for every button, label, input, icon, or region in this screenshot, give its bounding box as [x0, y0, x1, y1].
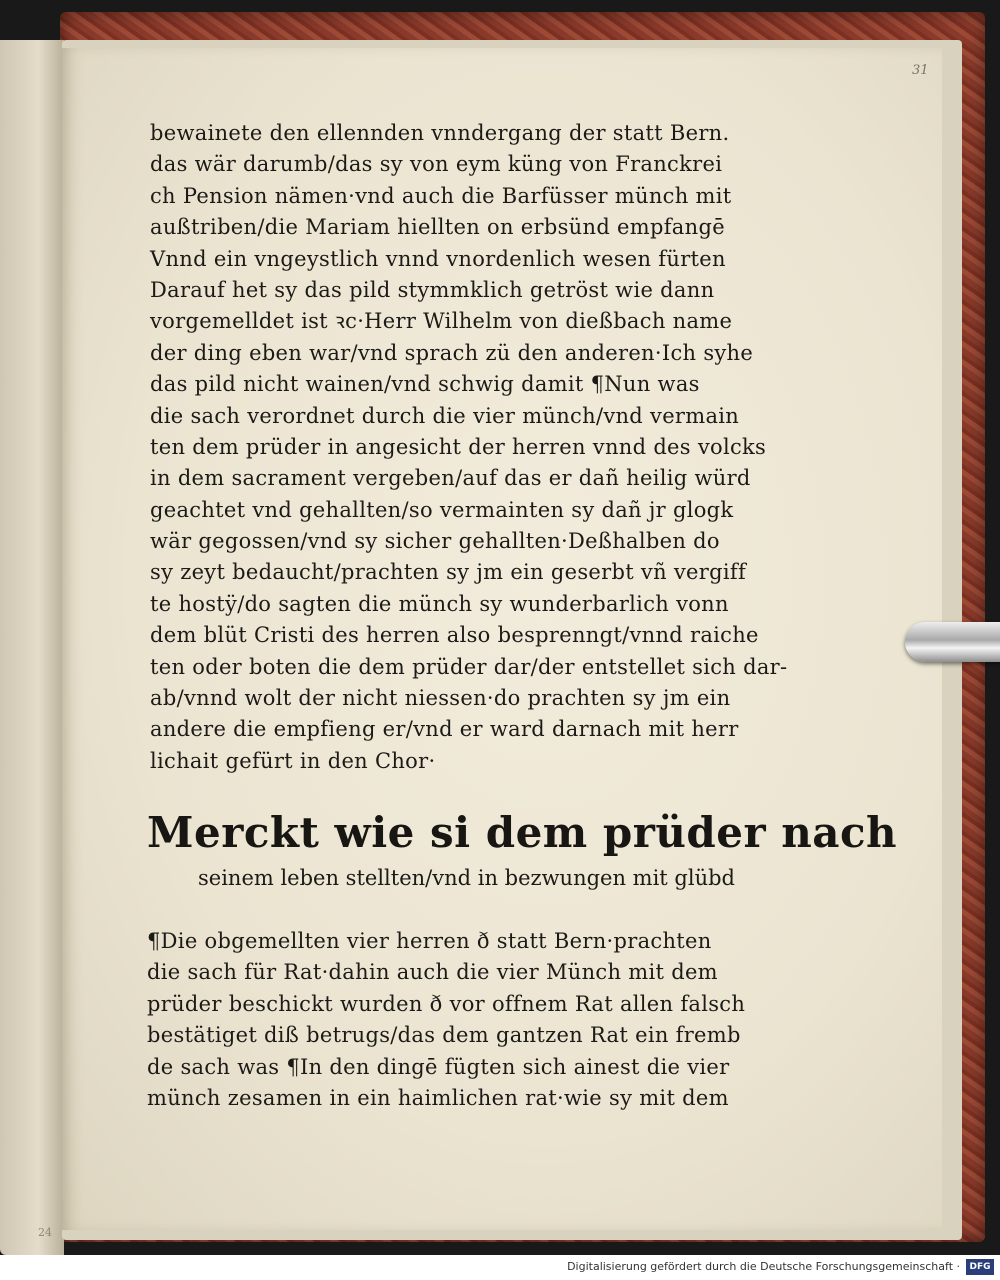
text-line: bewainete den ellennden vnndergang der statt Bern. — [150, 121, 730, 145]
page-clip — [905, 622, 1000, 662]
text-line: ¶Die obgemellten vier herren ð statt Bern·prachten — [147, 929, 712, 953]
text-line: Darauf het sy das pild stymmklich getröst wie dann — [150, 277, 715, 302]
text-line: ch Pension nämen·vnd auch die Barfüsser münch mit — [150, 183, 732, 208]
text-line: de sach was ¶In den dingē fügten sich ainest die vier — [147, 1054, 730, 1079]
text-line: dem blüt Cristi des herren also besprenngt/vnnd raiche — [150, 623, 759, 648]
dfg-logo: DFG — [966, 1259, 994, 1275]
text-line: das wär darumb/das sy von eym küng von Franckrei — [150, 152, 723, 177]
text-line: in dem sacrament vergeben/auf das er dañ heilig würd — [150, 466, 751, 491]
text-line: sy zeyt bedaucht/prachten sy jm ein geserbt vñ vergiff — [150, 560, 747, 585]
text-line: ten dem prüder in angesicht der herren vnnd des volcks — [150, 434, 767, 459]
text-line: te hostÿ/do sagten die münch sy wunderbarlich vonn — [150, 591, 729, 616]
body-text-block — [150, 118, 820, 777]
body-text-block-2 — [147, 926, 817, 1114]
section-subheading: seinem leben stellten/vnd in bezwungen mit glübd — [198, 866, 735, 890]
left-page-edge — [0, 40, 64, 1255]
funding-notice: Digitalisierung gefördert durch die Deutsche Forschungsgemeinschaft · — [567, 1260, 960, 1273]
text-line: prüder beschickt wurden ð vor offnem Rat allen falsch — [147, 991, 746, 1016]
text-line: vorgemelldet ist ꝛc·Herr Wilhelm von dießbach name — [150, 309, 733, 334]
text-line: bestätiget diß betrugs/das dem gantzen Rat ein fremb — [147, 1023, 741, 1048]
footer-bar — [0, 1255, 1000, 1280]
text-line: wär gegossen/vnd sy sicher gehallten·Deßhalben do — [150, 529, 720, 554]
text-line: lichait gefürt in den Chor· — [150, 748, 436, 773]
gutter-mark: 24 — [38, 1226, 52, 1239]
text-line: Vnnd ein vngeystlich vnnd vnordenlich wesen fürten — [150, 246, 726, 271]
text-line: außtriben/die Mariam hiellten on erbsünd empfangē — [150, 215, 725, 240]
text-line: die sach für Rat·dahin auch die vier Münch mit dem — [147, 960, 718, 985]
section-heading: Merckt wie si dem prüder nach — [147, 808, 898, 857]
text-line: die sach verordnet durch die vier münch/vnd vermain — [150, 403, 740, 428]
text-line: das pild nicht wainen/vnd schwig damit ¶Nun was — [150, 372, 700, 397]
text-line: andere die empfieng er/vnd er ward darnach mit herr — [150, 717, 739, 742]
text-line: der ding eben war/vnd sprach zü den anderen·Ich syhe — [150, 340, 754, 365]
text-line: geachtet vnd gehallten/so vermainten sy dañ jr glogk — [150, 497, 734, 522]
text-line: ab/vnnd wolt der nicht niessen·do prachten sy jm ein — [150, 686, 731, 711]
text-line: ten oder boten die dem prüder dar/der entstellet sich dar- — [150, 654, 788, 679]
text-line: münch zesamen in ein haimlichen rat·wie sy mit dem — [147, 1085, 729, 1110]
folio-number: 31 — [912, 63, 929, 78]
